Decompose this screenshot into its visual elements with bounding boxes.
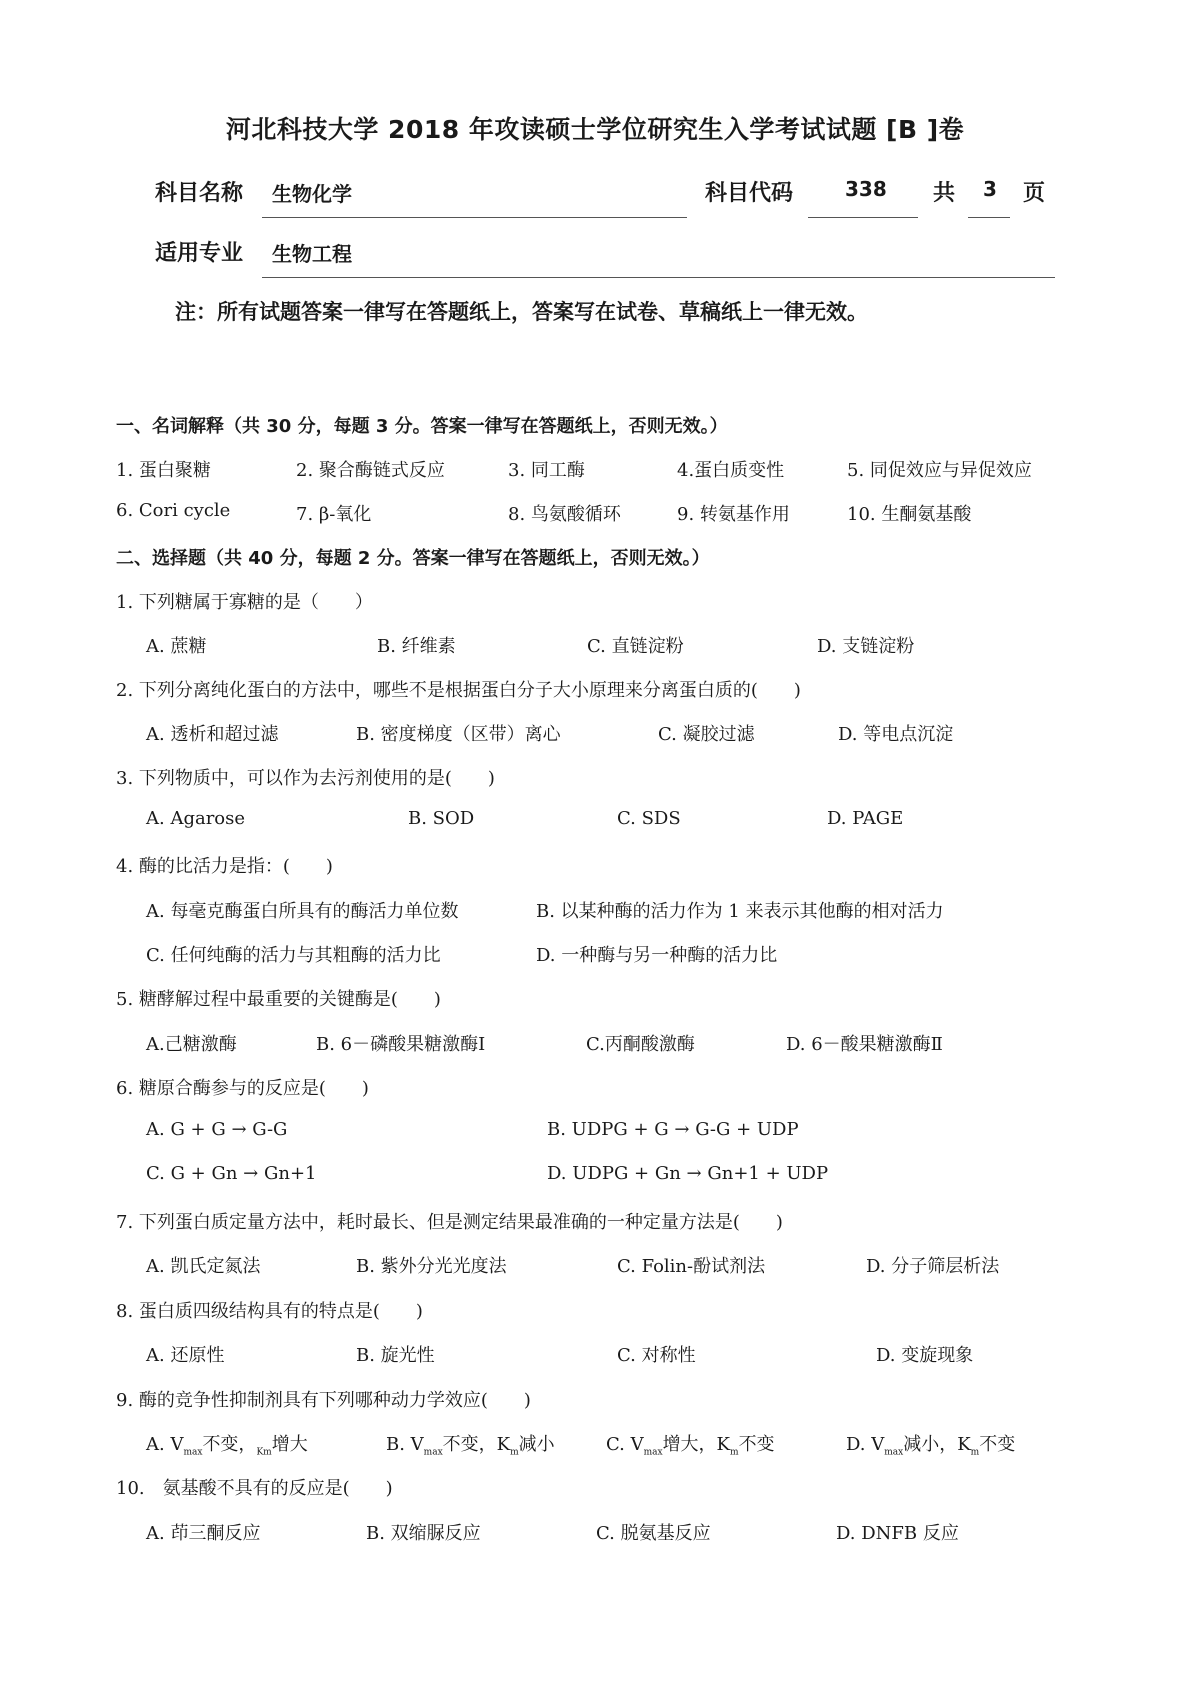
option-a: A. Agarose [146, 808, 246, 829]
term-item: 7. β-氧化 [296, 504, 372, 525]
option-d: D. PAGE [827, 808, 904, 829]
option-b: B. 纤维素 [377, 636, 456, 657]
major-value: 生物工程 [272, 242, 352, 266]
option-c: C. 脱氨基反应 [596, 1523, 711, 1544]
option-d: D. DNFB 反应 [836, 1523, 959, 1544]
question-stem: 1. 下列糖属于寡糖的是（ ） [116, 592, 373, 613]
option-c: C. $V_{max}$增大，$K_m$不变 [606, 1434, 775, 1458]
option-c: C. G + Gn → Gn+1 [146, 1163, 317, 1184]
question-stem: 7. 下列蛋白质定量方法中，耗时最长、但是测定结果最准确的一种定量方法是( ) [116, 1212, 783, 1233]
subject-value: 生物化学 [272, 182, 352, 206]
option-c: C. SDS [617, 808, 681, 829]
option-b: B. UDPG + G → G-G + UDP [547, 1119, 799, 1140]
option-d: D. 分子筛层析法 [866, 1256, 1000, 1277]
option-c: C. 对称性 [617, 1345, 696, 1366]
option-b: B. 密度梯度（区带）离心 [356, 724, 561, 745]
term-item: 2. 聚合酶链式反应 [296, 460, 445, 481]
option-b: B. 旋光性 [356, 1345, 435, 1366]
question-stem: 9. 酶的竞争性抑制剂具有下列哪种动力学效应( ) [116, 1390, 531, 1411]
term-item: 5. 同促效应与异促效应 [847, 460, 1032, 481]
option-d: D. UDPG + Gn → Gn+1 + UDP [547, 1163, 829, 1184]
option-b: B. SOD [408, 808, 475, 829]
option-b: B. 紫外分光光度法 [356, 1256, 507, 1277]
pages-unit: 页 [1023, 181, 1046, 206]
exam-note: 注：所有试题答案一律写在答题纸上，答案写在试卷、草稿纸上一律无效。 [175, 300, 868, 324]
code-value: 338 [845, 177, 887, 201]
code-underline [808, 217, 918, 218]
subject-underline [262, 217, 687, 218]
question-stem: 3. 下列物质中，可以作为去污剂使用的是( ) [116, 768, 495, 789]
option-d: D. 一种酶与另一种酶的活力比 [536, 945, 778, 966]
term-item: 8. 鸟氨酸循环 [508, 504, 621, 525]
option-a: A.己糖激酶 [146, 1034, 237, 1055]
option-b: B. 6－磷酸果糖激酶Ⅰ [316, 1034, 486, 1055]
option-a: A. 每毫克酶蛋白所具有的酶活力单位数 [146, 901, 459, 922]
question-stem: 6. 糖原合酶参与的反应是( ) [116, 1078, 369, 1099]
option-d: D. 等电点沉淀 [838, 724, 954, 745]
option-c: C. 任何纯酶的活力与其粗酶的活力比 [146, 945, 441, 966]
option-b: B. 双缩脲反应 [366, 1523, 481, 1544]
pages-underline [968, 217, 1010, 218]
term-item: 10. 生酮氨基酸 [847, 504, 972, 525]
section-1-heading: 一、名词解释（共 30 分，每题 3 分。答案一律写在答题纸上，否则无效。） [116, 416, 728, 437]
option-b: B. $V_{max}$不变，$K_m$减小 [386, 1434, 555, 1458]
question-stem: 4. 酶的比活力是指：( ) [116, 856, 333, 877]
total-label: 共 [933, 181, 956, 206]
option-c: C.丙酮酸激酶 [586, 1034, 695, 1055]
term-item: 3. 同工酶 [508, 460, 585, 481]
option-a: A. 还原性 [146, 1345, 225, 1366]
option-a: A. 透析和超过滤 [146, 724, 279, 745]
option-a: A. G + G → G-G [146, 1119, 288, 1140]
option-d: D. $V_{max}$减小，$K_m$不变 [846, 1434, 1016, 1458]
option-d: D. 支链淀粉 [817, 636, 915, 657]
option-c: C. Folin-酚试剂法 [617, 1256, 766, 1277]
code-label: 科目代码 [705, 181, 794, 206]
option-d: D. 6－酸果糖激酶Ⅱ [786, 1034, 943, 1055]
option-d: D. 变旋现象 [876, 1345, 974, 1366]
option-b: B. 以某种酶的活力作为 1 来表示其他酶的相对活力 [536, 901, 944, 922]
term-item: 9. 转氨基作用 [677, 504, 790, 525]
term-item: 6. Cori cycle [116, 500, 231, 521]
option-a: A. 蔗糖 [146, 636, 207, 657]
option-a: A. 凯氏定氮法 [146, 1256, 261, 1277]
option-c: C. 直链淀粉 [587, 636, 684, 657]
question-stem: 5. 糖酵解过程中最重要的关键酶是( ) [116, 989, 441, 1010]
subject-label: 科目名称 [155, 181, 244, 206]
major-underline [262, 277, 1055, 278]
option-a: A. $V_{max}$不变，$_{Km}$增大 [146, 1434, 308, 1458]
section-2-heading: 二、选择题（共 40 分，每题 2 分。答案一律写在答题纸上，否则无效。） [116, 548, 710, 569]
pages-value: 3 [983, 177, 997, 201]
term-item: 1. 蛋白聚糖 [116, 460, 211, 481]
exam-title: 河北科技大学 2018 年攻读硕士学位研究生入学考试试题 [B ]卷 [225, 115, 965, 144]
question-stem: 8. 蛋白质四级结构具有的特点是( ) [116, 1301, 423, 1322]
option-c: C. 凝胶过滤 [658, 724, 755, 745]
term-item: 4.蛋白质变性 [677, 460, 785, 481]
major-label: 适用专业 [155, 241, 244, 266]
option-a: A. 茚三酮反应 [146, 1523, 261, 1544]
question-stem: 10. 氨基酸不具有的反应是( ) [116, 1478, 393, 1499]
question-stem: 2. 下列分离纯化蛋白的方法中，哪些不是根据蛋白分子大小原理来分离蛋白质的( ) [116, 680, 801, 701]
